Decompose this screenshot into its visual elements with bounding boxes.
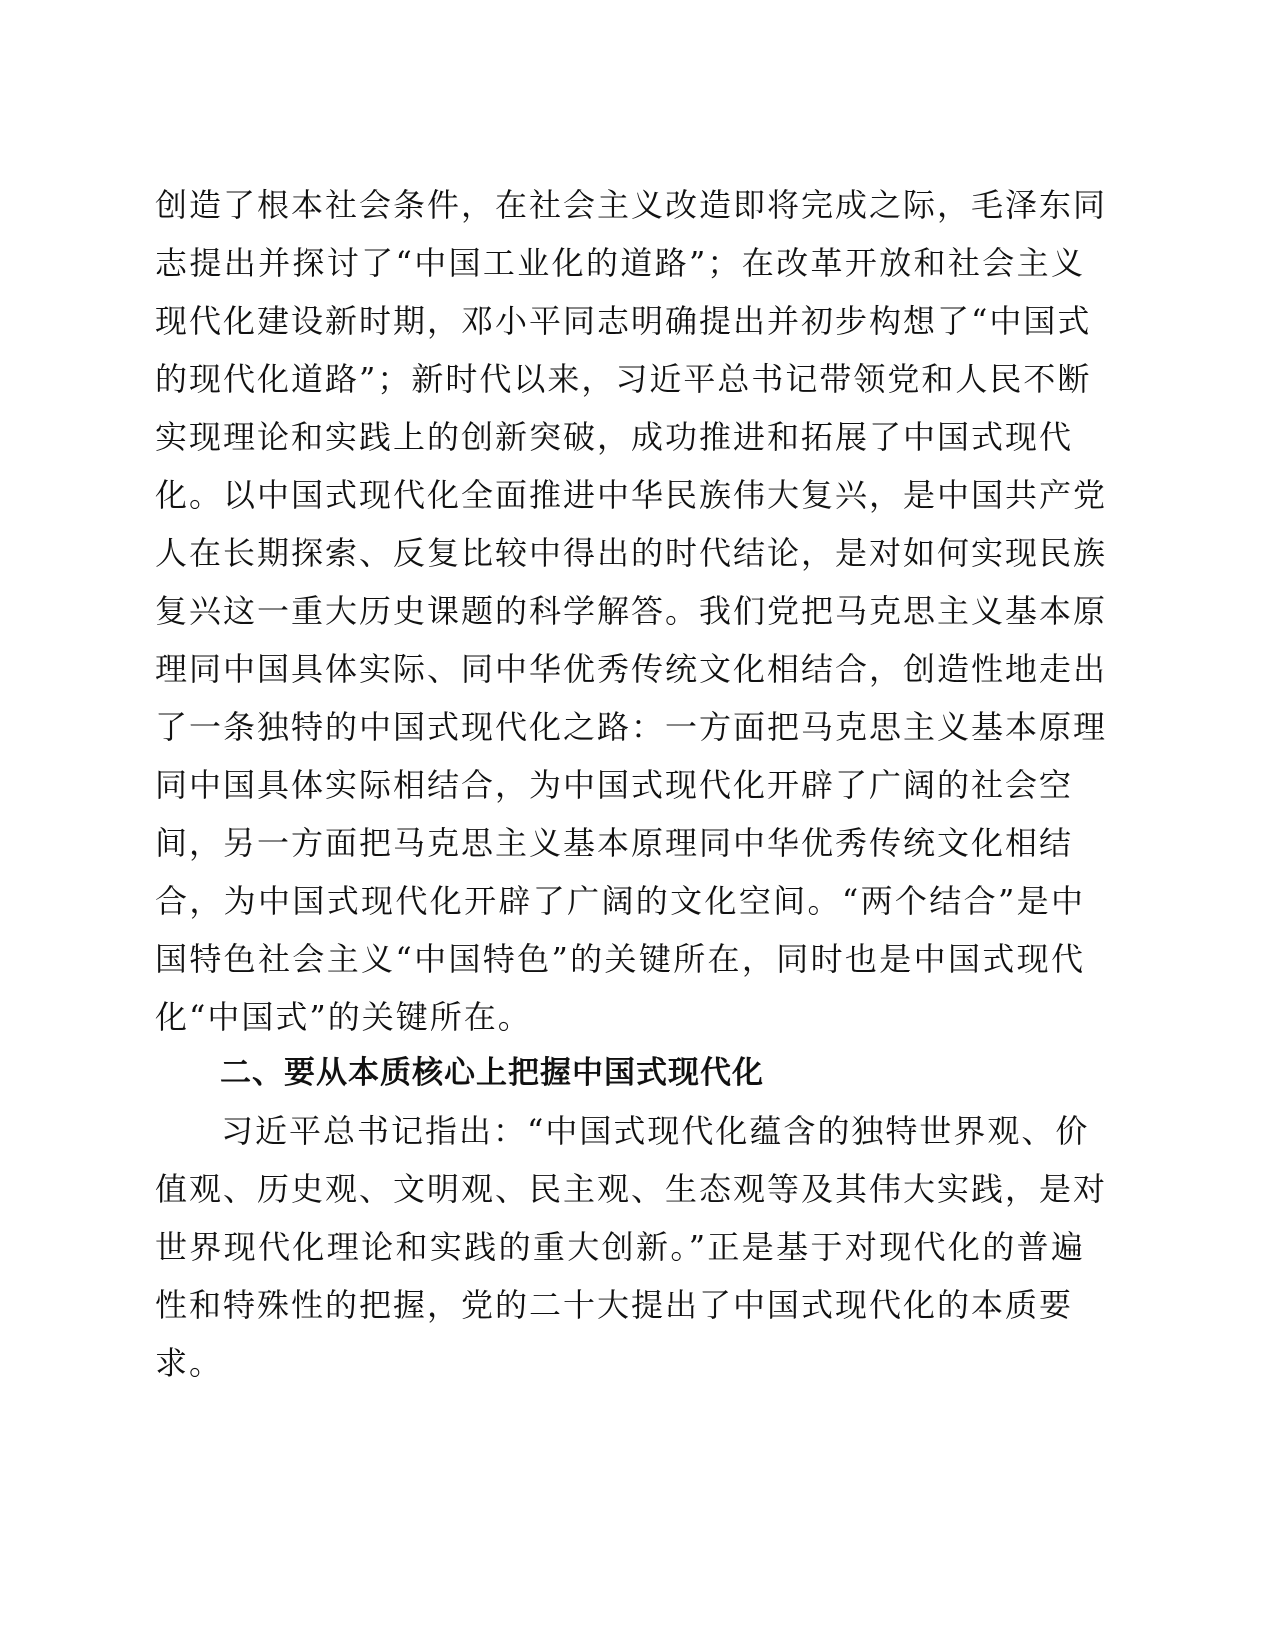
text-line: 性和特殊性的把握，党的二十大提出了中国式现代化的本质要 — [155, 1286, 1074, 1324]
text-line: 实现理论和实践上的创新突破，成功推进和拓展了中国式现代 — [155, 418, 1074, 456]
paragraph-1 — [155, 176, 1108, 1046]
text-line: 志提出并探讨了“中国工业化的道路”；在改革开放和社会主义 — [155, 244, 1085, 282]
text-line: 理同中国具体实际、同中华优秀传统文化相结合，创造性地走出 — [155, 650, 1108, 688]
text-line: 的现代化道路”；新时代以来，习近平总书记带领党和人民不断 — [155, 360, 1092, 398]
section-heading: 二、要从本质核心上把握中国式现代化 — [220, 1055, 764, 1091]
text-line: 化。以中国式现代化全面推进中华民族伟大复兴，是中国共产党 — [155, 476, 1108, 514]
text-line: 创造了根本社会条件，在社会主义改造即将完成之际，毛泽东同 — [155, 186, 1108, 224]
paragraph-2 — [155, 1102, 1108, 1392]
text-line: 复兴这一重大历史课题的科学解答。我们党把马克思主义基本原 — [155, 592, 1108, 630]
text-line: 现代化建设新时期，邓小平同志明确提出并初步构想了“中国式 — [155, 302, 1092, 340]
text-line: 间，另一方面把马克思主义基本原理同中华优秀传统文化相结 — [155, 824, 1074, 862]
text-line: 化“中国式”的关键所在。 — [155, 998, 532, 1036]
text-line: 值观、历史观、文明观、民主观、生态观等及其伟大实践，是对 — [155, 1170, 1108, 1208]
text-line: 了一条独特的中国式现代化之路：一方面把马克思主义基本原理 — [155, 708, 1108, 746]
text-line: 习近平总书记指出：“中国式现代化蕴含的独特世界观、价 — [221, 1112, 1090, 1150]
text-line: 人在长期探索、反复比较中得出的时代结论，是对如何实现民族 — [155, 534, 1108, 572]
text-line: 国特色社会主义“中国特色”的关键所在，同时也是中国式现代 — [155, 940, 1085, 978]
text-line: 求。 — [155, 1344, 224, 1382]
text-line: 同中国具体实际相结合，为中国式现代化开辟了广阔的社会空 — [155, 766, 1074, 804]
text-line: 合，为中国式现代化开辟了广阔的文化空间。“两个结合”是中 — [155, 882, 1085, 920]
text-line: 世界现代化理论和实践的重大创新。”正是基于对现代化的普遍 — [155, 1228, 1085, 1266]
